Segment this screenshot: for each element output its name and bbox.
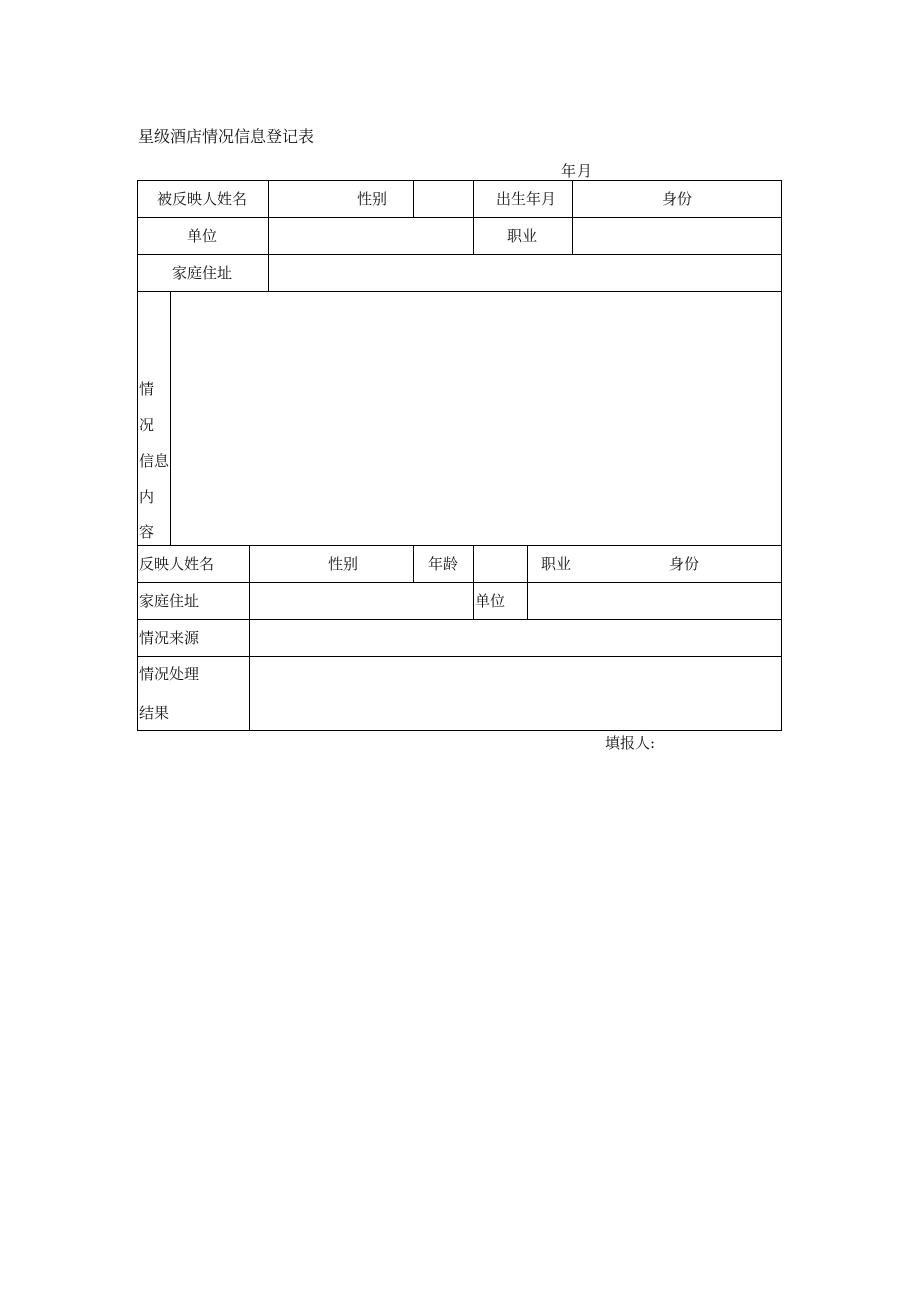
content-label-line: 信息 (139, 452, 170, 470)
subject-name-label: 被反映人姓名 (157, 190, 248, 208)
col-divider (413, 545, 414, 583)
reporter-occupation-label: 职业 (541, 555, 572, 573)
col-divider (413, 180, 414, 218)
result-label-line: 情况处理 (139, 665, 200, 683)
col-divider (268, 180, 269, 292)
reporter-identity-label: 身份 (669, 555, 700, 573)
subject-identity-label: 身份 (662, 190, 693, 208)
row-divider (137, 545, 782, 546)
reporter-employer-label: 单位 (475, 592, 506, 610)
subject-occupation-label: 职业 (507, 227, 538, 245)
content-label-line: 内 (139, 488, 155, 506)
row-divider (137, 291, 782, 292)
subject-employer-label: 单位 (187, 227, 218, 245)
reporter-age-label: 年龄 (428, 555, 459, 573)
reporter-gender-label: 性别 (328, 555, 359, 573)
reporter-name-label: 反映人姓名 (139, 555, 215, 573)
col-divider (249, 545, 250, 731)
row-divider (137, 254, 782, 255)
filler-label: 填报人: (605, 734, 656, 752)
row-divider (137, 656, 782, 657)
col-divider (170, 291, 171, 546)
subject-birth-label: 出生年月 (496, 190, 557, 208)
col-divider (572, 180, 573, 255)
col-divider (527, 545, 528, 620)
col-divider (473, 545, 474, 620)
date-label: 年月 (561, 162, 594, 180)
form-title: 星级酒店情况信息登记表 (138, 127, 315, 146)
result-label-line: 结果 (139, 704, 170, 722)
content-label-line: 情 (139, 380, 155, 398)
col-divider (473, 180, 474, 255)
registration-table (137, 180, 782, 731)
source-label: 情况来源 (139, 629, 200, 647)
content-label-line: 容 (139, 523, 155, 541)
reporter-address-label: 家庭住址 (139, 592, 200, 610)
row-divider (137, 582, 782, 583)
subject-gender-label: 性别 (357, 190, 388, 208)
row-divider (137, 217, 782, 218)
content-label-line: 况 (139, 416, 155, 434)
subject-address-label: 家庭住址 (172, 264, 233, 282)
row-divider (137, 619, 782, 620)
